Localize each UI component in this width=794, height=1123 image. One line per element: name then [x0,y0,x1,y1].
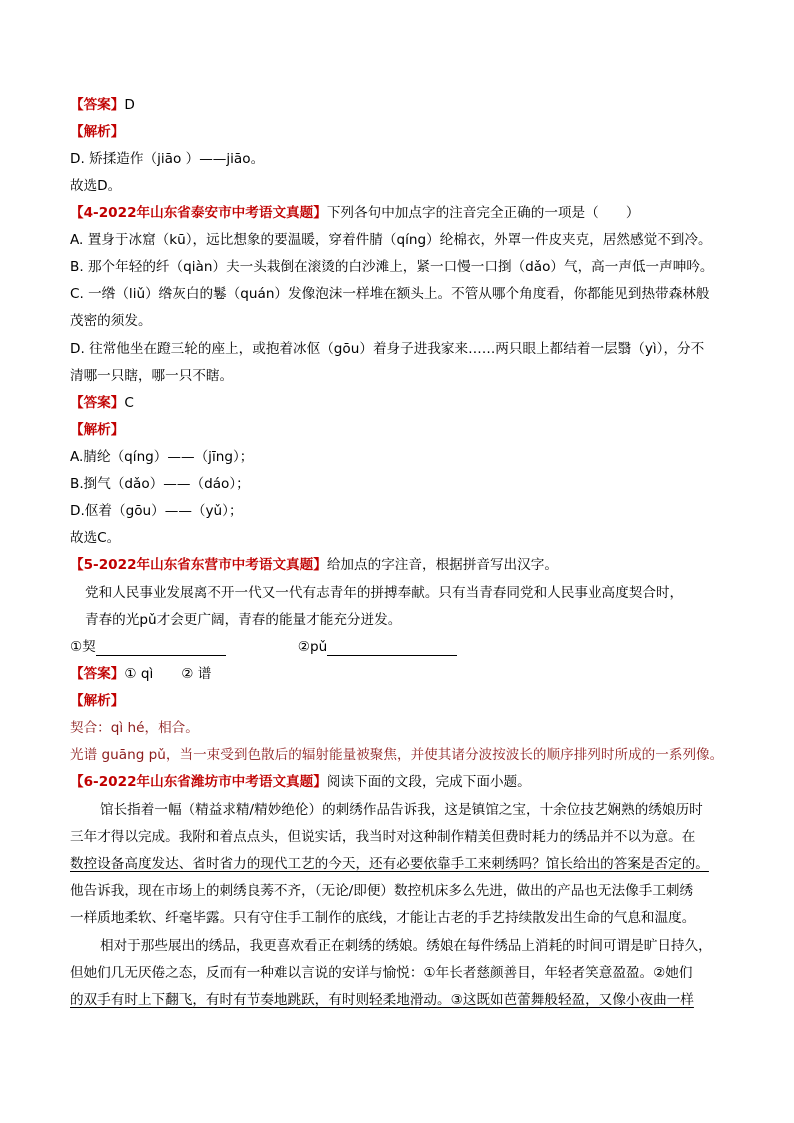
q5-answer-line: 【答案】① qì ② 谱 [70,666,212,682]
q5-passage-line2: 青春的光pǔ才会更广阔，青春的能量才能充分迸发。 [85,612,402,628]
q3-analysis-label: 【解析】 [70,124,125,140]
q6-p1-line5: 一样质地柔软、纤毫毕露。只有守住手工制作的底线，才能让古老的手艺持续散发出生命的气息和温度。 [70,910,696,926]
blank-1-label: ①契 [70,639,96,655]
q4-option-c-cont: 茂密的须发。 [70,313,152,329]
q4-analysis-d: D.伛着（gōu）——（yǔ）； [70,503,243,519]
q4-option-c: C. 一绺（liǔ）绺灰白的鬈（quán）发像泡沫一样堆在额头上。不管从哪个角度看，你都能见到热带森林般 [70,286,710,302]
q4-option-a: A. 置身于冰窟（kū），远比想象的要温暖，穿着件腈（qíng）纶棉衣，外罩一件皮夹克，居然感觉不到冷。 [70,232,712,248]
q4-answer-line: 【答案】C [70,395,134,411]
blank-2-line [327,641,457,656]
q5-analysis-2: 光谱 guāng pǔ，当一束受到色散后的辐射能量被聚焦，并使其诸分波按波长的顺序排列时所成的一系列像。 [70,747,724,763]
q6-p2-line2: 但她们几无厌倦之态，反而有一种难以言说的安详与愉悦：①年长者慈颜善目，年轻者笑意盈盈。②她们 [70,965,693,981]
q5-passage-line1: 党和人民事业发展离不开一代又一代有志青年的拼搏奉献。只有当青春同党和人民事业高度契合时， [85,585,684,601]
q5-analysis-label: 【解析】 [70,693,125,709]
q4-analysis-a: A.腈纶（qíng）——（jīng）； [70,449,254,465]
q3-analysis-text: D. 矫揉造作（jiāo ）——jiāo。 [70,151,265,167]
blank-1-line [96,641,226,656]
q6-p1-line4: 他告诉我，现在市场上的刺绣良莠不齐，（无论/即便）数控机床多么先进，做出的产品也无法像手工刺绣 [70,883,694,899]
q5-header: 【5-2022年山东省东营市中考语文真题】给加点的字注音，根据拼音写出汉字。 [70,557,558,573]
q4-analysis-label: 【解析】 [70,422,125,438]
q4-option-d: D. 往常他坐在蹬三轮的座上，或抱着冰伛（gōu）着身子进我家来……两只眼上都结着一层翳（yì），分不 [70,341,705,357]
q5-analysis-1: 契合：qì hé，相合。 [70,720,199,736]
q6-p2-line3-underlined: 的双手有时上下翻飞，有时有节奏地跳跃，有时则轻柔地滑动。③这既如芭蕾舞般轻盈，又像小夜曲一样 [70,992,694,1008]
q3-answer-line [70,96,135,114]
q5-blanks [70,638,457,656]
q6-p2-line1: 相对于那些展出的绣品，我更喜欢看正在刺绣的绣娘。绣娘在每件绣品上消耗的时间可谓是旷日持久， [100,938,712,954]
q3-conclusion: 故选D。 [70,178,122,194]
q4-option-d-cont: 清哪一只瞎，哪一只不瞎。 [70,368,234,384]
blank-2-label: ②pǔ [297,639,328,655]
question-tag: 【4-2022年山东省泰安市中考语文真题】 [70,205,327,221]
q6-p1-line2: 三年才得以完成。我附和着点点头，但说实话，我当时对这种制作精美但费时耗力的绣品并不以为意。在 [70,829,696,845]
q4-conclusion: 故选C。 [70,530,121,546]
q4-header [70,204,640,222]
q6-header: 【6-2022年山东省潍坊市中考语文真题】阅读下面的文段，完成下面小题。 [70,774,531,790]
question-text: 下列各句中加点字的注音完全正确的一项是（ ） [326,205,640,221]
q4-option-b: B. 那个年轻的纤（qiàn）夫一头栽倒在滚烫的白沙滩上，紧一口慢一口捯（dǎo）气，高一声低一声呻吟。 [70,259,714,275]
q4-analysis-b: B.捯气（dǎo）——（dáo）； [70,476,250,492]
q6-p1-line3-underlined: 数控设备高度发达、省时省力的现代工艺的今天，还有必要依靠手工来刺绣吗？馆长给出的答案是否定的。 [70,856,709,872]
answer-label: 【答案】 [70,97,125,113]
answer-value: D [124,97,135,113]
q6-p1-line1: 馆长指着一幅（精益求精/精妙绝伦）的刺绣作品告诉我，这是镇馆之宝，十余位技艺娴熟的绣娘历时 [100,802,703,818]
